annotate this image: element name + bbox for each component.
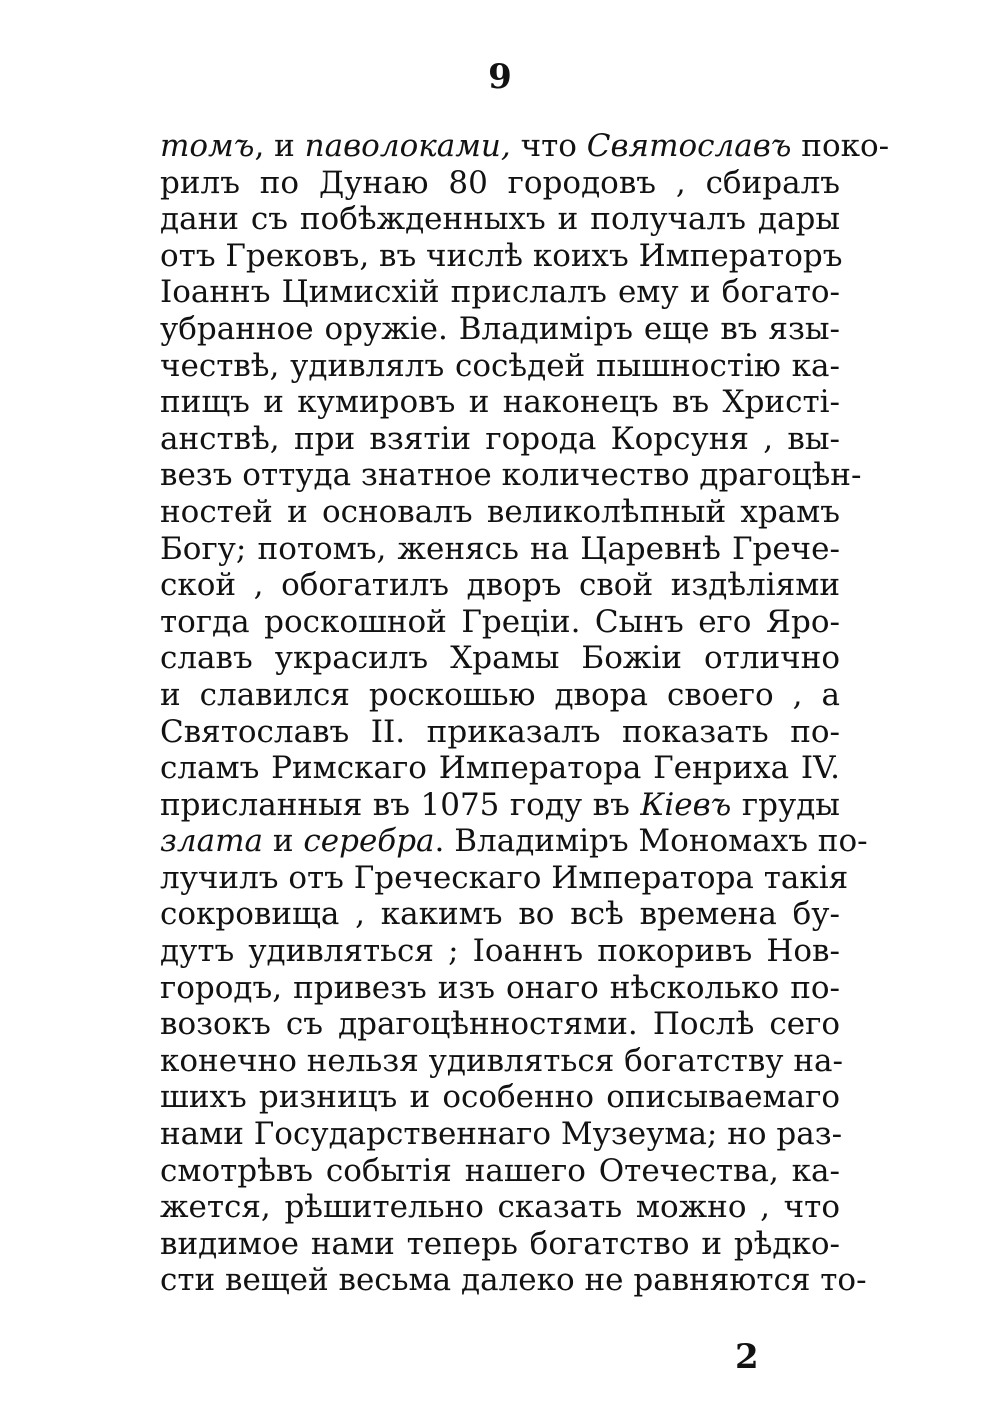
text-line (160, 494, 840, 531)
text-line (160, 1262, 867, 1299)
text-segment: чествѣ, удивлялъ сосѣдей пышностію ка- (160, 347, 840, 384)
text-segment: и славился роскошью двора своего , а (160, 676, 840, 713)
text-segment: Святославъ II. приказалъ показать по- (160, 713, 840, 750)
text-segment: славъ украсилъ Храмы Божіи отлично (160, 640, 840, 677)
italic-text: серебра (303, 823, 435, 860)
text-line (160, 1042, 843, 1080)
text-line (160, 237, 843, 275)
text-line (160, 1116, 843, 1153)
text-segment: ностей и основалъ великолѣпный храмъ (160, 493, 840, 530)
text-line (160, 1226, 840, 1263)
text-line (160, 384, 840, 421)
text-line (160, 714, 840, 751)
text-line (160, 567, 840, 604)
text-line (160, 201, 840, 238)
text-segment: ской , обогатилъ дворъ свой издѣліями (160, 567, 840, 604)
italic-text: Кіевъ (640, 786, 732, 823)
text-line (160, 128, 890, 165)
text-line (160, 348, 840, 385)
text-segment: что (510, 128, 587, 164)
text-line (160, 311, 840, 348)
text-line (160, 421, 840, 458)
italic-text: томъ (160, 128, 255, 164)
text-segment: шихъ ризницъ и особенно описываемаго (160, 1079, 840, 1116)
text-segment: нами Государственнаго Музеума; но раз- (160, 1116, 843, 1153)
text-line (160, 1006, 840, 1043)
text-segment: и (263, 823, 304, 860)
text-segment: возокъ съ драгоцѣнностями. Послѣ сего (160, 1006, 840, 1043)
text-line (160, 859, 849, 897)
text-segment: поко- (791, 128, 890, 164)
text-segment: отъ Грековъ, въ числѣ коихъ Императоръ (160, 237, 843, 274)
text-segment: лучилъ отъ Греческаго Императора такія (160, 859, 849, 896)
text-segment: жется, рѣшительно сказать можно , что (160, 1189, 840, 1226)
text-line (160, 604, 840, 641)
text-line (160, 457, 862, 494)
text-line (160, 1079, 840, 1116)
italic-text: Святославъ (586, 128, 792, 164)
text-line (160, 787, 840, 824)
text-line (160, 1189, 840, 1226)
text-segment: тогда роскошной Греціи. Сынъ его Яро- (160, 603, 840, 640)
text-line (160, 933, 840, 970)
text-segment: . Владиміръ Мономахъ по- (434, 823, 868, 860)
text-segment: сламъ Римскаго Императора Генриха IV. (160, 750, 840, 787)
text-line (160, 896, 840, 933)
text-line (160, 531, 840, 568)
text-segment: сокровища , какимъ во всѣ времена бу- (160, 896, 840, 933)
text-line (160, 640, 840, 677)
text-segment: Іоаннъ Цимисхій прислалъ ему и богато- (160, 274, 840, 311)
text-line (160, 274, 840, 311)
text-segment: груды (731, 786, 840, 823)
text-line (160, 750, 840, 787)
italic-text: паволоками, (304, 128, 511, 164)
text-segment: присланныя въ 1075 году въ (160, 786, 641, 823)
text-segment: видимое нами теперь богатство и рѣдко- (160, 1225, 840, 1262)
text-segment: рилъ по Дунаю 80 городовъ , сбиралъ (160, 164, 840, 201)
body-text (160, 128, 890, 1299)
text-segment: городъ, привезъ изъ онаго нѣсколько по- (160, 969, 840, 1006)
text-line (160, 1153, 840, 1190)
text-segment: Богу; потомъ, женясь на Царевнѣ Грече- (160, 530, 840, 567)
text-segment: , и (254, 128, 305, 164)
text-segment: сти вещей весьма далеко не равняются то- (160, 1262, 867, 1299)
page-number: 9 (488, 57, 512, 97)
text-line (160, 970, 840, 1007)
text-segment: анствѣ, при взятіи города Корсуня , вы- (160, 420, 840, 457)
text-segment: везъ оттуда знатное количество драгоцѣн- (160, 457, 862, 494)
signature-mark: 2 (735, 1337, 759, 1377)
text-line (160, 165, 840, 202)
text-segment: пищъ и кумировъ и наконецъ въ Христі- (160, 384, 840, 421)
text-segment: дани съ побѣжденныхъ и получалъ дары (160, 201, 840, 238)
text-segment: убранное оружіе. Владиміръ еще въ язы- (160, 310, 840, 347)
italic-text: злата (160, 823, 264, 860)
text-segment: смотрѣвъ событія нашего Отечества, ка- (160, 1152, 840, 1189)
text-segment: конечно нельзя удивляться богатству на- (160, 1042, 843, 1079)
text-segment: дутъ удивляться ; Іоаннъ покоривъ Нов- (160, 933, 840, 970)
text-line (160, 823, 868, 860)
text-line (160, 677, 840, 714)
